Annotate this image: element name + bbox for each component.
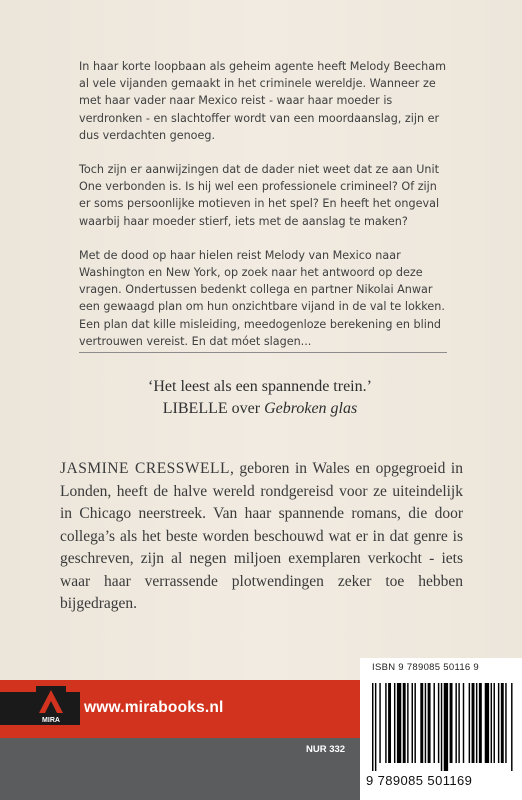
barcode-bar [379, 683, 380, 763]
quote-source [60, 398, 460, 420]
barcode-bar [425, 683, 426, 763]
barcode-bar [469, 683, 470, 763]
barcode-bar [414, 683, 415, 763]
author-name: JASMINE CRESSWELL [60, 460, 230, 477]
barcode-bar [450, 683, 453, 763]
mira-logo-label: MIRA [42, 717, 60, 724]
nur-code: NUR 332 [306, 744, 346, 755]
barcode-bar [458, 683, 459, 763]
quote-source-title: Gebroken glas [264, 400, 358, 417]
quote-source-prefix: LIBELLE over [162, 400, 265, 417]
barcode-bar [372, 683, 373, 771]
barcode-bar [412, 683, 413, 763]
barcode-bar [479, 683, 482, 763]
review-quote [60, 376, 460, 420]
barcode-bar [444, 683, 448, 771]
barcode-bar [511, 683, 512, 771]
synopsis-paragraph-1: In haar korte loopbaan als geheim agente heeft Melody Beecham al vele vijanden gemaakt in het criminele wereldje. Wanneer ze met haar vader naar Mexico reist - waar haar moeder is verdronken - en slachtoffer wordt van een moordaanslag, zijn er dus verdachten genoeg. [79, 60, 446, 142]
barcode-bar [476, 683, 477, 763]
barcode-bar [463, 683, 464, 763]
barcode-bar [438, 683, 439, 763]
synopsis [79, 58, 447, 367]
author-bio [60, 458, 463, 616]
barcode-bar [441, 683, 442, 771]
barcode-bar [485, 683, 489, 763]
barcode-bar [407, 683, 408, 763]
barcode-bar [472, 683, 475, 763]
divider-rule [79, 352, 447, 353]
barcode-bar [385, 683, 386, 763]
barcode-bar [397, 683, 401, 763]
barcode-bar [501, 683, 504, 763]
barcode-digits: 9 789085 501169 [366, 773, 473, 788]
barcode-bar [505, 683, 506, 763]
quote-text: ‘Het leest als een spannende trein.’ [148, 378, 372, 395]
barcode-bar [375, 683, 376, 771]
barcode-bar [455, 683, 456, 763]
barcode-bar [498, 683, 499, 763]
barcode-bar [494, 683, 495, 763]
author-bio-text: , geboren in Wales en opgegroeid in Londen, heeft de halve wereld rondgereisd voor ze uiteindelijk in Chicago neerstreek. Van haar spannende romans, die door collega’s als het beste worden beschouwd wat er in dat genre is geschreven, zijn al negen miljoen exemplaren verkocht - iets waar haar verrassende plotwendingen zeker toe hebben bijgedragen. [60, 460, 463, 612]
synopsis-paragraph-2: Toch zijn er aanwijzingen dat de dader niet weet dat ze aan Unit One verbonden is. Is hij wel een professionele crimineel? Of zijn er soms persoonlijke motieven in het spel? En heeft het ongeval waarbij haar moeder stierf, iets met de aanslag te maken? [79, 163, 440, 228]
barcode-bar [428, 683, 431, 763]
barcode-bar [433, 683, 434, 763]
isbn-label: ISBN 9 789085 50116 9 [372, 662, 480, 673]
barcode-bar [491, 683, 492, 763]
publisher-website[interactable]: www.mirabooks.nl [84, 699, 224, 716]
barcode-bar [394, 683, 395, 763]
barcode-bar [403, 683, 406, 763]
barcode-bar [388, 683, 391, 763]
barcode-bar [420, 683, 423, 763]
barcode [372, 683, 514, 771]
synopsis-paragraph-3: Met de dood op haar hielen reist Melody van Mexico naar Washington en New York, op zoek naar het antwoord op deze vragen. Ondertussen bedenkt collega en partner Nikolai Anwar een gewaagd plan om hun onzichtbare vijand in de val te lokken. Een plan dat kille misleiding, meedogenloze berekening en blind vertrouwen vereist. En dat móet slagen... [79, 248, 445, 348]
